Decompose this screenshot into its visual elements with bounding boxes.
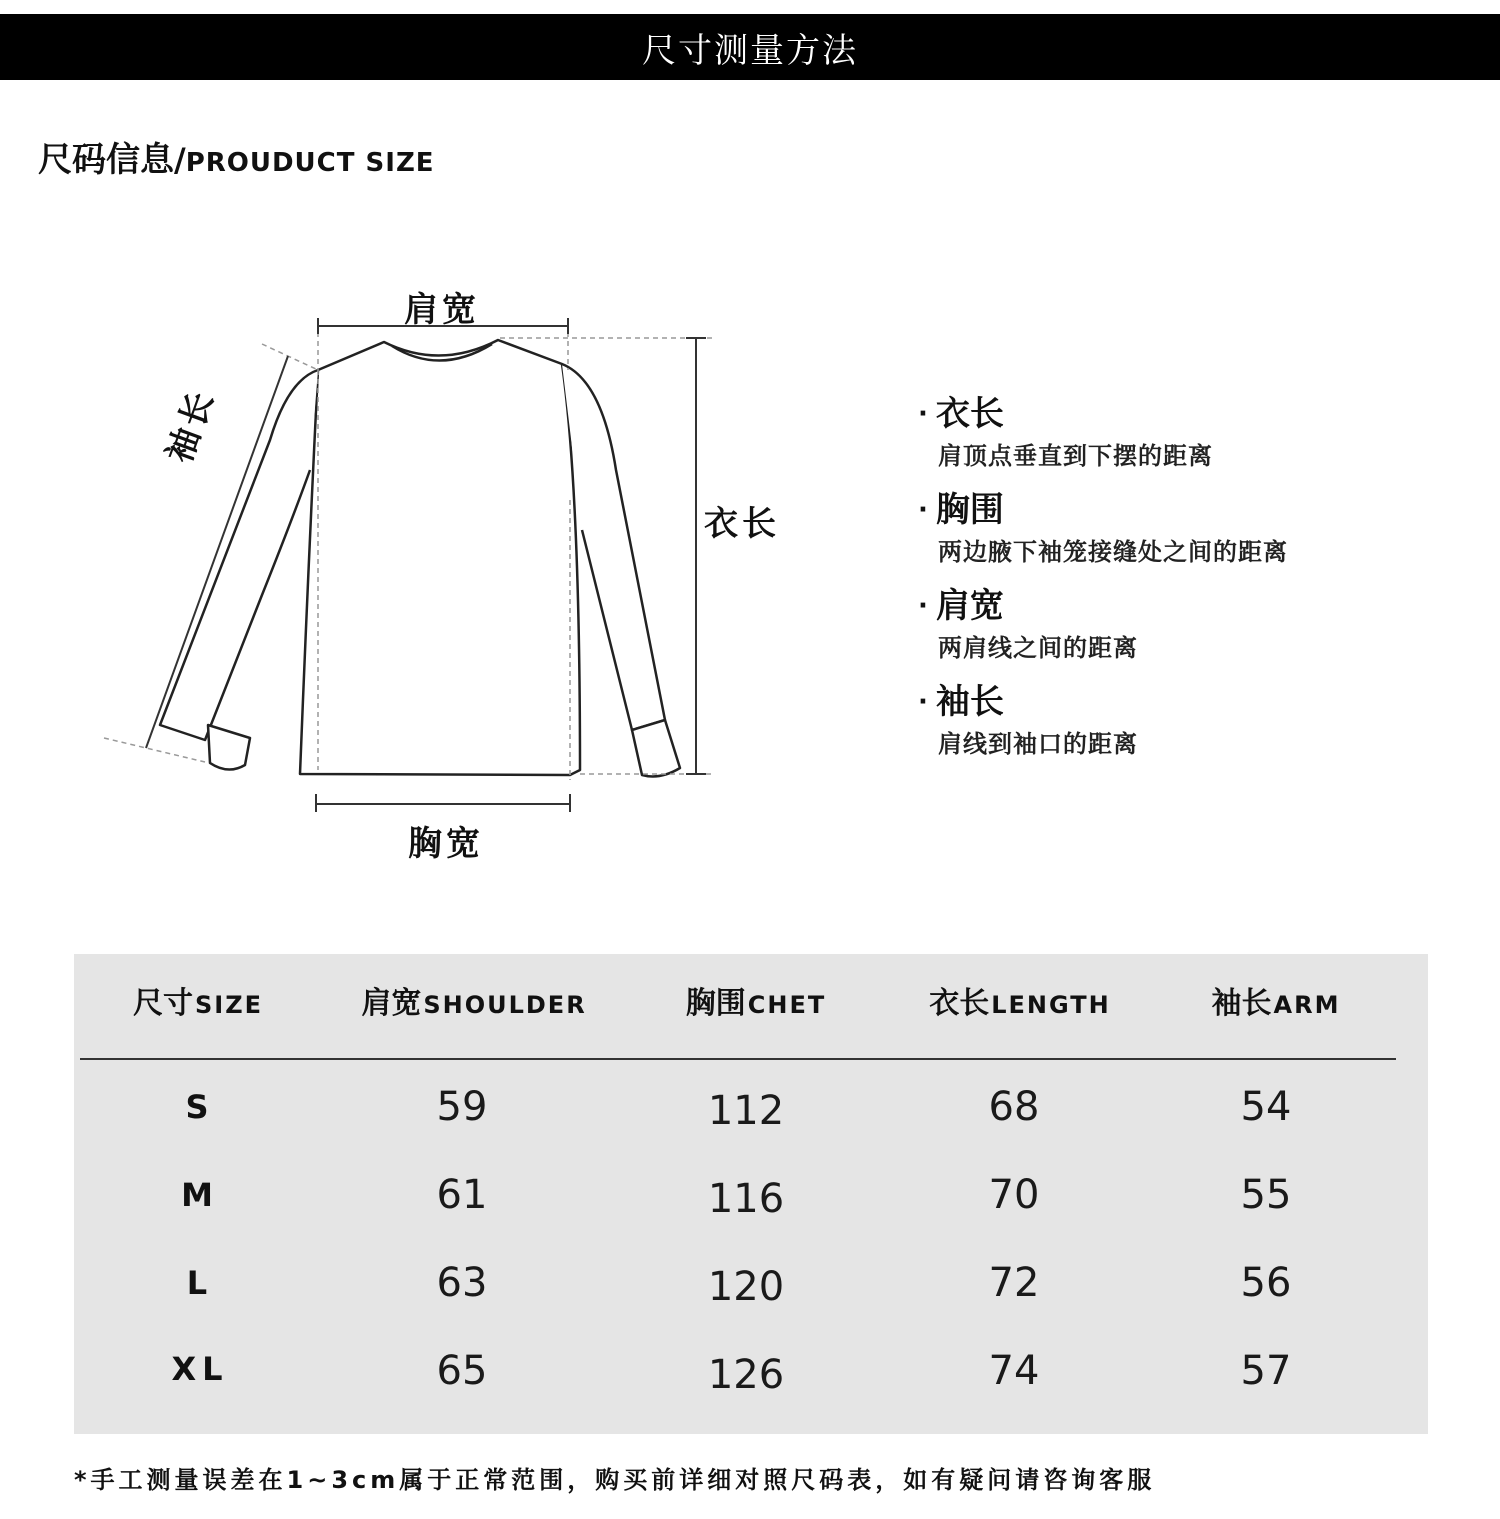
definition-term: 袖长 — [935, 682, 1004, 722]
header-zh: 肩宽 — [361, 986, 422, 1021]
chest-label: 胸宽 — [408, 824, 484, 864]
table-cell-length: 74 — [988, 1348, 1040, 1394]
table-cell-size: M — [181, 1176, 219, 1214]
definition-term: 肩宽 — [935, 586, 1004, 626]
table-cell-length: 72 — [988, 1260, 1040, 1306]
table-cell-shoulder: 59 — [436, 1084, 488, 1130]
header-zh: 胸围 — [685, 986, 746, 1021]
header-zh: 袖长 — [1211, 986, 1272, 1021]
table-cell-arm: 57 — [1240, 1348, 1292, 1394]
definition-desc: 两肩线之间的距离 — [938, 634, 1138, 662]
header-length — [929, 978, 1111, 1022]
sweater-illustration — [0, 270, 880, 890]
header-zh: 尺寸 — [132, 986, 193, 1021]
table-cell-shoulder: 63 — [436, 1260, 488, 1306]
table-cell-chest: 126 — [707, 1352, 785, 1398]
header-en: SHOULDER — [423, 991, 587, 1019]
header-en: SIZE — [194, 991, 264, 1019]
header-en: LENGTH — [991, 991, 1111, 1019]
header-shoulder — [361, 978, 586, 1022]
sweater-outline — [160, 340, 680, 776]
bullet: · — [918, 591, 928, 621]
table-cell-arm: 56 — [1240, 1260, 1292, 1306]
definition-sleeve — [918, 680, 1478, 764]
measurement-diagram — [0, 270, 880, 890]
size-table — [74, 954, 1428, 1434]
definition-desc: 两边腋下袖笼接缝处之间的距离 — [938, 538, 1288, 566]
header-chest — [686, 978, 826, 1022]
section-title-zh: 尺码信息 — [38, 140, 174, 180]
banner-title: 尺寸测量方法 — [642, 30, 858, 71]
table-cell-length: 68 — [988, 1084, 1040, 1130]
definition-term: 衣长 — [935, 394, 1004, 434]
table-cell-size: XL — [171, 1350, 229, 1388]
definition-term: 胸围 — [935, 490, 1004, 530]
table-cell-chest: 112 — [707, 1088, 785, 1134]
bullet: · — [918, 495, 928, 525]
header-size — [133, 978, 263, 1022]
table-cell-arm: 54 — [1240, 1084, 1292, 1130]
bullet: · — [918, 687, 928, 717]
table-cell-chest: 120 — [707, 1264, 785, 1310]
length-label: 衣长 — [704, 504, 780, 544]
definition-length — [918, 392, 1478, 476]
header-zh: 衣长 — [929, 986, 990, 1021]
header-en: ARM — [1273, 991, 1341, 1019]
table-cell-length: 70 — [988, 1172, 1040, 1218]
table-cell-chest: 116 — [707, 1176, 785, 1222]
section-title-separator: / — [174, 141, 186, 179]
header-rule — [80, 1058, 1396, 1060]
table-cell-arm: 55 — [1240, 1172, 1292, 1218]
section-title-en: PROUDUCT SIZE — [185, 148, 435, 178]
definition-chest — [918, 488, 1478, 572]
shoulder-label: 肩宽 — [404, 290, 480, 330]
definition-desc: 肩顶点垂直到下摆的距离 — [938, 442, 1213, 470]
table-cell-shoulder: 61 — [436, 1172, 488, 1218]
section-heading — [38, 132, 435, 181]
table-cell-size: L — [186, 1264, 214, 1302]
top-banner — [0, 14, 1500, 80]
header-arm — [1212, 978, 1341, 1022]
table-cell-size: S — [185, 1088, 215, 1126]
definition-desc: 肩线到袖口的距离 — [938, 730, 1138, 758]
table-cell-shoulder: 65 — [436, 1348, 488, 1394]
sleeve-label: 袖长 — [159, 383, 224, 469]
measurement-footnote: *手工测量误差在1~3cm属于正常范围，购买前详细对照尺码表，如有疑问请咨询客服 — [74, 1466, 1156, 1494]
bullet: · — [918, 399, 928, 429]
measurement-definitions — [918, 392, 1478, 776]
header-en: CHET — [747, 991, 827, 1019]
definition-shoulder — [918, 584, 1478, 668]
